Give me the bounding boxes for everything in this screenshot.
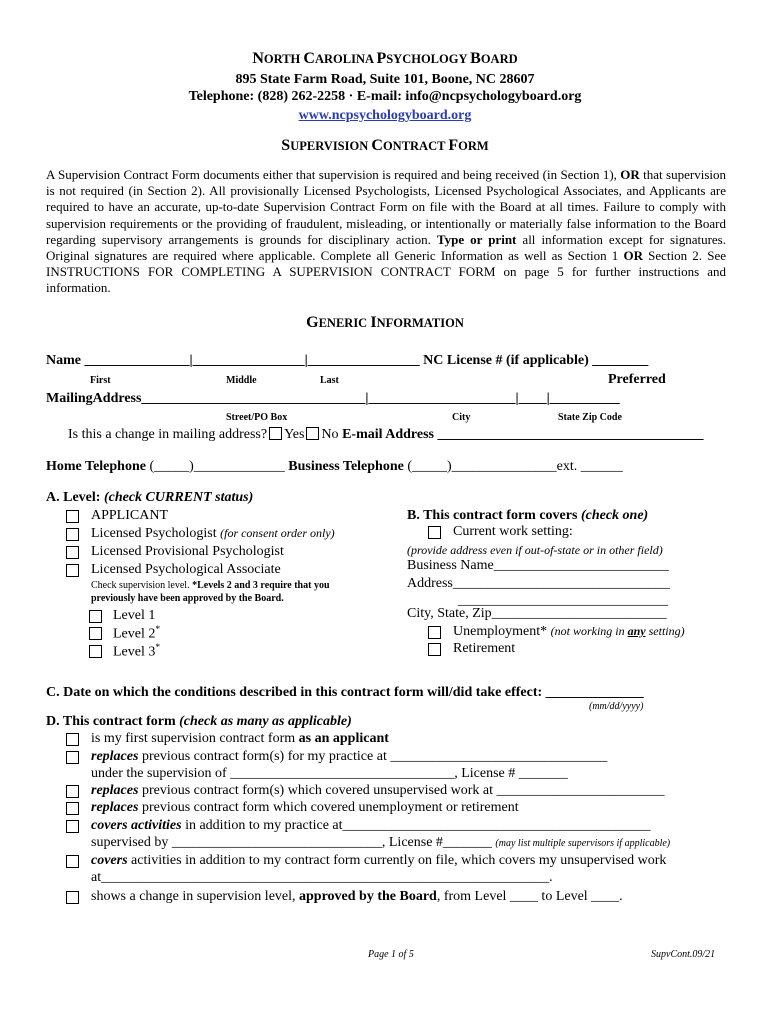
replaces-practice-checkbox[interactable] (66, 751, 79, 764)
covers-additional-label: covers activities in addition to my contract form currently on file, which covers my unsupervised work (91, 853, 667, 868)
address-field[interactable]: Address_______________________________ (407, 576, 670, 591)
page-number: Page 1 of 5 (368, 949, 414, 960)
applicant-label: APPLICANT (91, 508, 169, 523)
replaces-practice-label: replaces previous contract form(s) for my practice at _______________________________ (91, 749, 608, 764)
mailing-change-row: Is this a change in mailing address? Yes No E-mail Address ______________________________________ (68, 427, 704, 442)
level-change-label: shows a change in supervision level, approved by the Board, from Level ____ to Level ____. (91, 889, 623, 904)
mailing-address-field-line[interactable]: MailingAddress________________________________|_____________________|____|__________ (46, 391, 620, 406)
address-continuation-field[interactable]: ______________________________ (458, 593, 668, 608)
level-note-line1: Check supervision level. *Levels 2 and 3 require that you (91, 580, 330, 591)
level-change-checkbox[interactable] (66, 891, 79, 904)
provide-address-note: (provide address even if out-of-state or in other field) (407, 543, 663, 557)
last-label: Last (320, 375, 339, 386)
unemployment-checkbox[interactable] (428, 626, 441, 639)
date-format-hint: (mm/dd/yyyy) (589, 701, 644, 712)
section-a-title: A. Level: (check CURRENT status) (46, 490, 254, 505)
name-field-line[interactable]: Name _______________|________________|________________ NC License # (if applicable) ________ (46, 353, 649, 368)
unemployment-label: Unemployment* (not working in any setting) (453, 624, 685, 639)
licensed-psychologist-label: Licensed Psychologist (for consent order only) (91, 526, 335, 541)
replaces-unsupervised-label: replaces previous contract form(s) which covered unsupervised work at ________________________ (91, 783, 665, 798)
replaces-unsupervised-checkbox[interactable] (66, 785, 79, 798)
retirement-label: Retirement (453, 641, 516, 656)
generic-info-heading: GENERIC INFORMATION (306, 314, 464, 331)
mailing-change-yes-checkbox[interactable] (269, 427, 282, 440)
level-2-checkbox[interactable] (89, 627, 102, 640)
applicant-checkbox[interactable] (66, 510, 79, 523)
email-label: E-mail Address (342, 427, 434, 442)
home-phone-field[interactable]: (_____)_____________ (145, 459, 289, 474)
business-phone-field[interactable]: (_____)_______________ext. ______ (403, 459, 623, 474)
state-zip-label: State Zip Code (558, 412, 622, 423)
preferred-label: Preferred (608, 372, 666, 387)
mailing-change-no-checkbox[interactable] (306, 427, 319, 440)
provisional-psychologist-label: Licensed Provisional Psychologist (91, 544, 284, 559)
form-code: SupvCont.09/21 (651, 949, 716, 960)
form-title: SUPERVISION CONTRACT FORM (281, 137, 489, 154)
city-label: City (452, 412, 471, 423)
section-c-effective-date[interactable]: C. Date on which the conditions described in this contract form will/did take effect: ______________ (46, 685, 644, 700)
level-3-label: Level 3* (113, 643, 161, 660)
licensed-psychologist-checkbox[interactable] (66, 528, 79, 541)
telephone-row: Home Telephone (_____)_____________ Business Telephone (_____)_______________ext. ______ (46, 459, 623, 474)
level-3-checkbox[interactable] (89, 645, 102, 658)
replaces-unemployment-checkbox[interactable] (66, 802, 79, 815)
level-1-label: Level 1 (113, 608, 156, 623)
intro-paragraph: A Supervision Contract Form documents either that supervision is required and being received (in Section 1), OR that supervision is not required (in Section 2). All provisionally Licensed Psychologists, Licensed Psychological Associates, and Applicants are required to have an accurate, up-to-date Supervision Contract Form on file with the Board at all times. Failure to comply with supervision requirements or the providing of fraudulent, misleading, or intentionally or materially false information to the Board regarding supervisory arrangements is grounds for disciplinary action. Type or print all information except for signatures. Original signatures are required where applicable. Complete all Generic Information as well as Section 1 OR Section 2. See INSTRUCTIONS FOR COMPLETING A SUPERVISION CONTRACT FORM on page 5 for further instructions and information. (46, 167, 726, 296)
replaces-supervisor-line[interactable]: under the supervision of ________________________________, License # _______ (91, 766, 568, 781)
psychological-associate-checkbox[interactable] (66, 564, 79, 577)
first-contract-label: is my first supervision contract form as an applicant (91, 731, 389, 746)
middle-label: Middle (226, 375, 257, 386)
first-contract-checkbox[interactable] (66, 733, 79, 746)
level-1-checkbox[interactable] (89, 610, 102, 623)
covers-activities-label: covers activities in addition to my practice at____________________________________________ (91, 818, 651, 833)
org-name: NORTH CAROLINA PSYCHOLOGY BOARD (252, 50, 518, 67)
psychological-associate-label: Licensed Psychological Associate (91, 562, 281, 577)
covers-activities-checkbox[interactable] (66, 820, 79, 833)
section-d-title: D. This contract form (check as many as applicable) (46, 714, 352, 729)
first-label: First (90, 375, 111, 386)
city-state-zip-field[interactable]: City, State, Zip_________________________ (407, 606, 667, 621)
org-address: 895 State Farm Road, Suite 101, Boone, NC 28607 (235, 72, 535, 87)
replaces-unemployment-label: replaces previous contract form which covered unemployment or retirement (91, 800, 519, 815)
street-label: Street/PO Box (226, 412, 288, 423)
org-contact: Telephone: (828) 262-2258 · E-mail: info@ncpsychologyboard.org (188, 89, 582, 104)
level-2-label: Level 2* (113, 625, 161, 642)
business-name-field[interactable]: Business Name_________________________ (407, 558, 669, 573)
covers-additional-checkbox[interactable] (66, 855, 79, 868)
current-work-setting-label: Current work setting: (453, 524, 573, 539)
covers-supervisor-line[interactable]: supervised by ______________________________, License #_______ (may list multiple supervisors if applicable) (91, 835, 671, 850)
current-work-setting-checkbox[interactable] (428, 526, 441, 539)
section-b-title: B. This contract form covers (check one) (407, 508, 649, 523)
covers-additional-at-line[interactable]: at________________________________________________________________. (91, 870, 553, 885)
retirement-checkbox[interactable] (428, 643, 441, 656)
provisional-psychologist-checkbox[interactable] (66, 546, 79, 559)
org-website-link[interactable]: www.ncpsychologyboard.org (298, 108, 472, 123)
level-note-line2: previously have been approved by the Board. (91, 593, 284, 604)
email-field-line[interactable]: ______________________________________ (434, 427, 704, 442)
